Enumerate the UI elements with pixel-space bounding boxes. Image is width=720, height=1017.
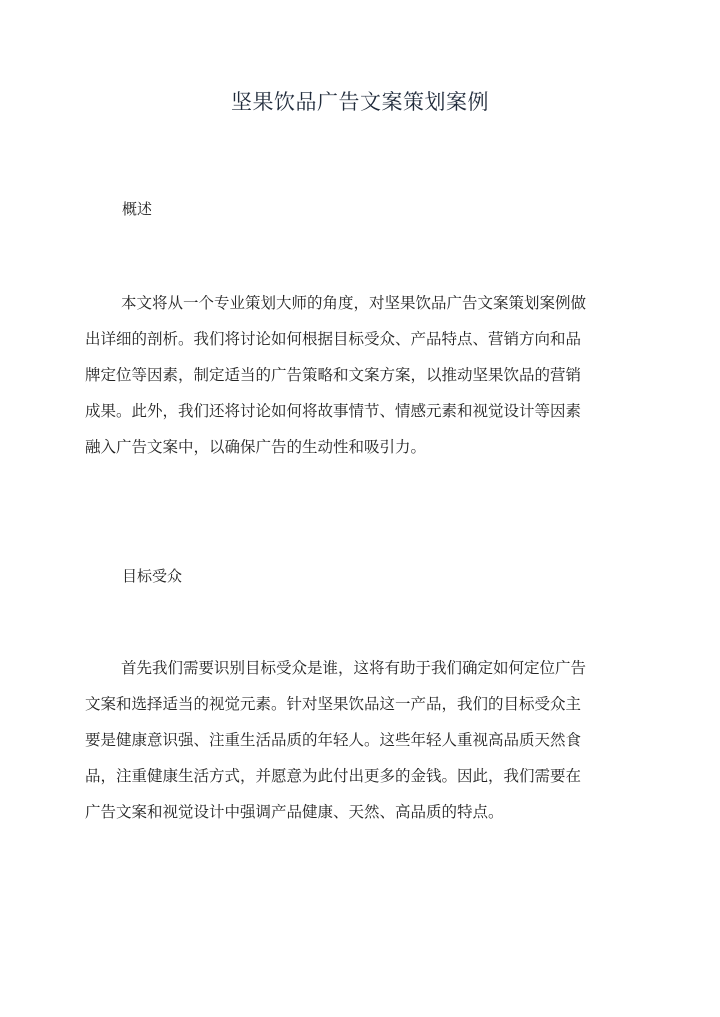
paragraph-line: 融入广告文案中，以确保广告的生动性和吸引力。 [85,438,427,456]
paragraph-line: 文案和选择适当的视觉元素。针对坚果饮品这一产品，我们的目标受众主 [85,695,582,713]
document-title: 坚果饮品广告文案策划案例 [231,90,489,114]
section-paragraph-target-audience [85,650,645,830]
paragraph-line: 首先我们需要识别目标受众是谁，这将有助于我们确定如何定位广告 [121,659,587,677]
paragraph-line: 要是健康意识强、注重生活品质的年轻人。这些年轻人重视高品质天然食 [85,731,582,749]
paragraph-line: 品，注重健康生活方式，并愿意为此付出更多的金钱。因此，我们需要在 [85,767,582,785]
paragraph-line: 出详细的剖析。我们将讨论如何根据目标受众、产品特点、营销方向和品 [85,330,582,348]
paragraph-line: 本文将从一个专业策划大师的角度，对坚果饮品广告文案策划案例做 [121,294,587,312]
section-heading-overview: 概述 [122,200,153,218]
paragraph-line: 广告文案和视觉设计中强调产品健康、天然、高品质的特点。 [85,803,504,821]
section-heading-target-audience: 目标受众 [122,567,183,585]
paragraph-line: 成果。此外，我们还将讨论如何将故事情节、情感元素和视觉设计等因素 [85,402,582,420]
paragraph-line: 牌定位等因素，制定适当的广告策略和文案方案，以推动坚果饮品的营销 [85,366,582,384]
section-paragraph-overview [85,285,645,465]
